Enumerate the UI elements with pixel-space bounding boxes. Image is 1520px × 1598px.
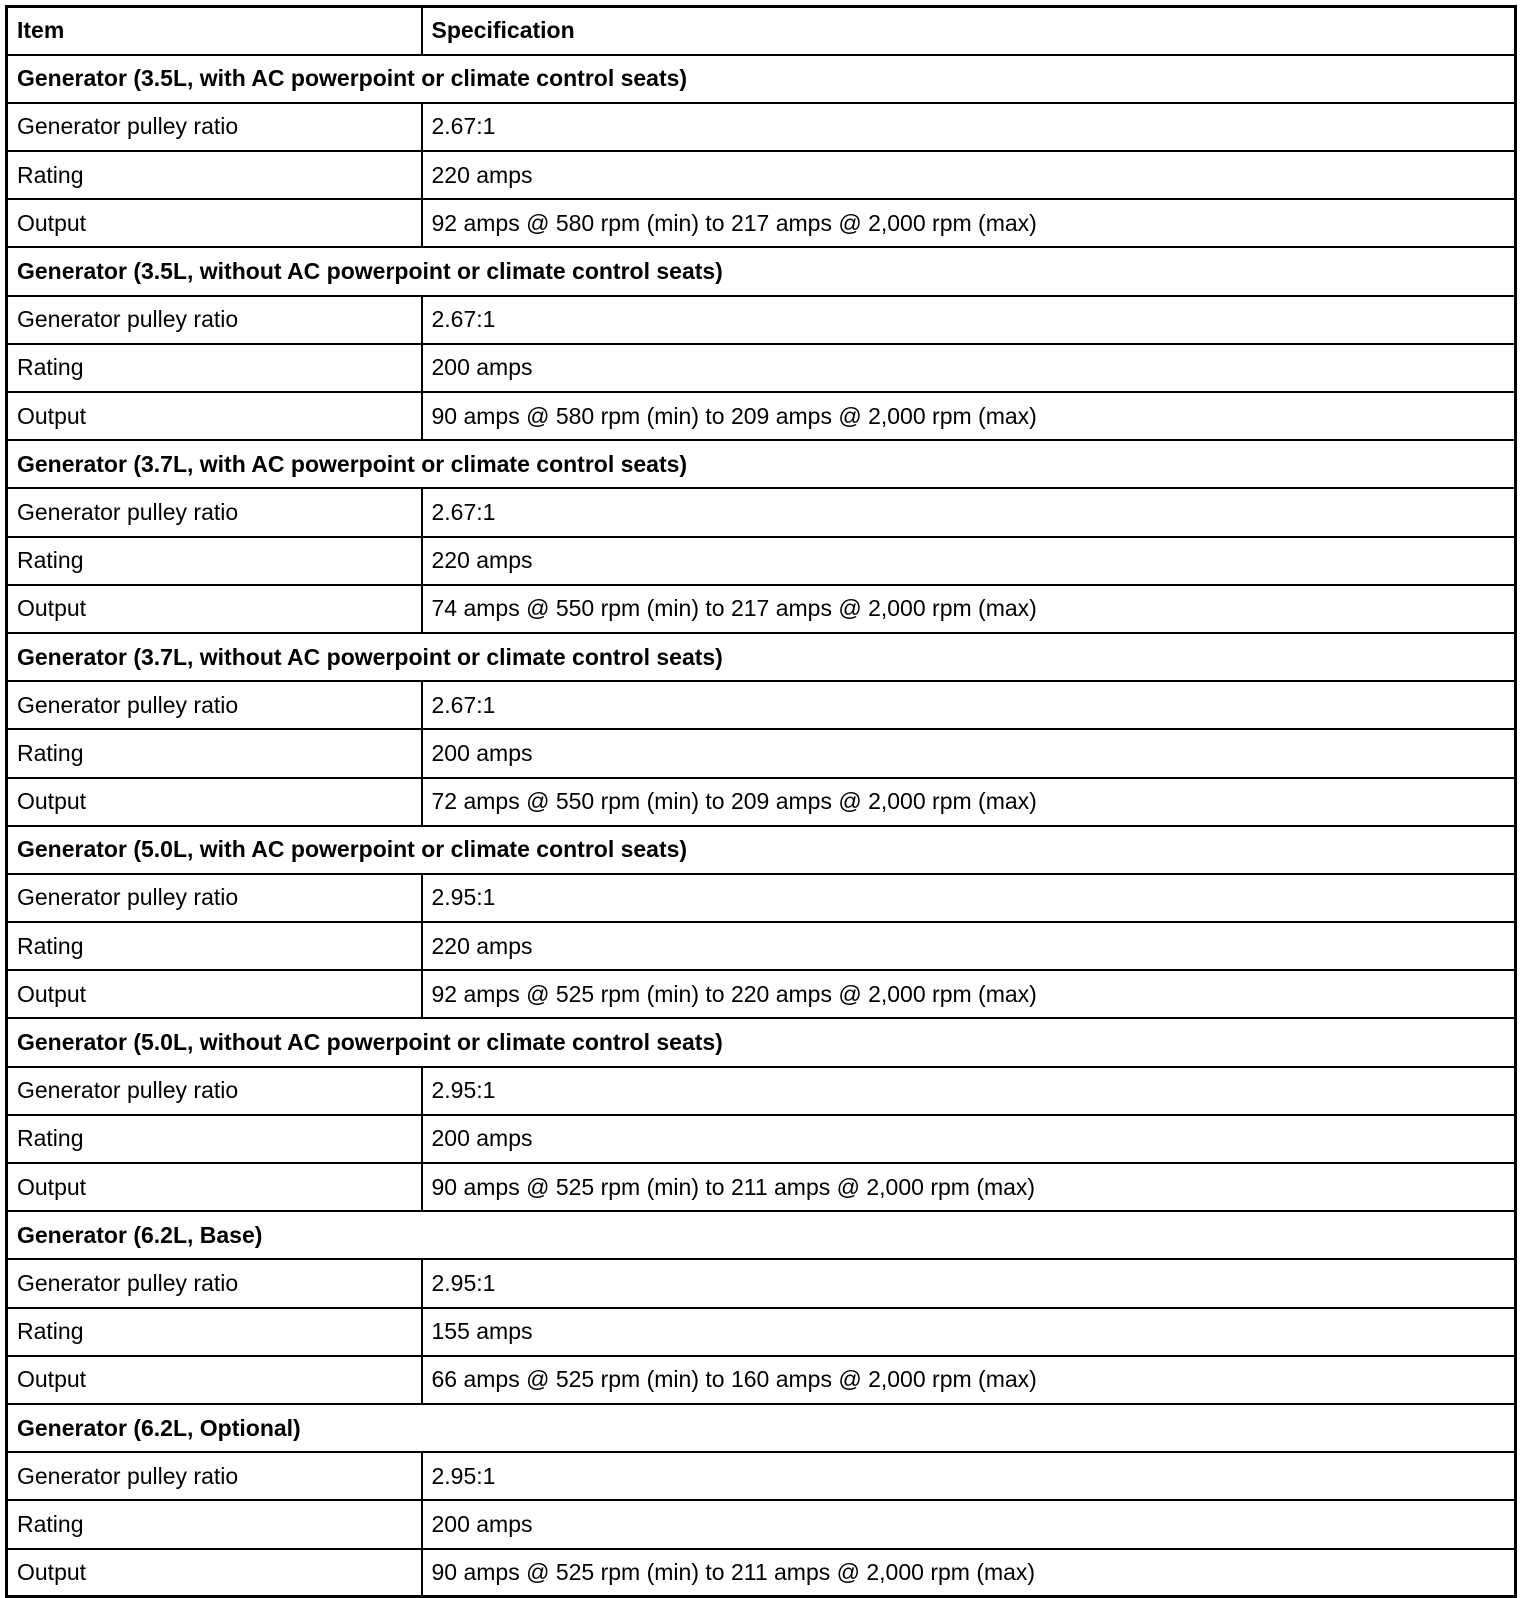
table-row xyxy=(7,1308,1516,1356)
spec-cell: 90 amps @ 525 rpm (min) to 211 amps @ 2,000 rpm (max) xyxy=(422,1163,1516,1211)
table-header-row xyxy=(7,7,1516,55)
item-cell: Generator pulley ratio xyxy=(7,103,422,151)
item-cell: Rating xyxy=(7,1115,422,1163)
group-row xyxy=(7,247,1516,295)
group-title: Generator (5.0L, with AC powerpoint or climate control seats) xyxy=(7,826,1516,874)
item-cell: Output xyxy=(7,1356,422,1404)
item-cell: Output xyxy=(7,970,422,1018)
generator-spec-table xyxy=(5,5,1517,1598)
table-row xyxy=(7,1259,1516,1307)
table-row xyxy=(7,1452,1516,1500)
table-row xyxy=(7,488,1516,536)
group-row xyxy=(7,1018,1516,1066)
item-cell: Rating xyxy=(7,1308,422,1356)
table-row xyxy=(7,1549,1516,1597)
header-specification: Specification xyxy=(422,7,1516,55)
item-cell: Generator pulley ratio xyxy=(7,1259,422,1307)
table-row xyxy=(7,344,1516,392)
spec-cell: 200 amps xyxy=(422,1500,1516,1548)
item-cell: Output xyxy=(7,1549,422,1597)
table-row xyxy=(7,151,1516,199)
item-cell: Rating xyxy=(7,344,422,392)
table-row xyxy=(7,585,1516,633)
group-row xyxy=(7,440,1516,488)
item-cell: Rating xyxy=(7,922,422,970)
item-cell: Output xyxy=(7,1163,422,1211)
group-title: Generator (3.7L, with AC powerpoint or climate control seats) xyxy=(7,440,1516,488)
spec-cell: 200 amps xyxy=(422,1115,1516,1163)
table-row xyxy=(7,1500,1516,1548)
item-cell: Rating xyxy=(7,151,422,199)
group-row xyxy=(7,633,1516,681)
item-cell: Output xyxy=(7,778,422,826)
spec-cell: 155 amps xyxy=(422,1308,1516,1356)
group-title: Generator (3.5L, with AC powerpoint or climate control seats) xyxy=(7,55,1516,103)
spec-cell: 92 amps @ 580 rpm (min) to 217 amps @ 2,000 rpm (max) xyxy=(422,199,1516,247)
spec-cell: 2.67:1 xyxy=(422,681,1516,729)
item-cell: Rating xyxy=(7,1500,422,1548)
group-row xyxy=(7,55,1516,103)
item-cell: Rating xyxy=(7,537,422,585)
spec-cell: 72 amps @ 550 rpm (min) to 209 amps @ 2,000 rpm (max) xyxy=(422,778,1516,826)
spec-cell: 220 amps xyxy=(422,151,1516,199)
spec-cell: 2.95:1 xyxy=(422,1452,1516,1500)
table-row xyxy=(7,1115,1516,1163)
group-title: Generator (6.2L, Optional) xyxy=(7,1404,1516,1452)
spec-cell: 2.95:1 xyxy=(422,1067,1516,1115)
spec-cell: 200 amps xyxy=(422,729,1516,777)
table-row xyxy=(7,1356,1516,1404)
item-cell: Generator pulley ratio xyxy=(7,1452,422,1500)
group-title: Generator (6.2L, Base) xyxy=(7,1211,1516,1259)
table-row xyxy=(7,199,1516,247)
table-row xyxy=(7,392,1516,440)
spec-cell: 2.67:1 xyxy=(422,296,1516,344)
item-cell: Generator pulley ratio xyxy=(7,681,422,729)
item-cell: Generator pulley ratio xyxy=(7,1067,422,1115)
spec-cell: 66 amps @ 525 rpm (min) to 160 amps @ 2,000 rpm (max) xyxy=(422,1356,1516,1404)
spec-cell: 92 amps @ 525 rpm (min) to 220 amps @ 2,000 rpm (max) xyxy=(422,970,1516,1018)
spec-cell: 90 amps @ 580 rpm (min) to 209 amps @ 2,000 rpm (max) xyxy=(422,392,1516,440)
table-row xyxy=(7,537,1516,585)
group-title: Generator (5.0L, without AC powerpoint or climate control seats) xyxy=(7,1018,1516,1066)
table-row xyxy=(7,778,1516,826)
group-row xyxy=(7,826,1516,874)
group-row xyxy=(7,1404,1516,1452)
item-cell: Output xyxy=(7,392,422,440)
table-row xyxy=(7,970,1516,1018)
spec-cell: 74 amps @ 550 rpm (min) to 217 amps @ 2,000 rpm (max) xyxy=(422,585,1516,633)
spec-cell: 2.67:1 xyxy=(422,103,1516,151)
table-row xyxy=(7,1067,1516,1115)
spec-cell: 2.95:1 xyxy=(422,874,1516,922)
spec-cell: 220 amps xyxy=(422,922,1516,970)
item-cell: Rating xyxy=(7,729,422,777)
spec-cell: 90 amps @ 525 rpm (min) to 211 amps @ 2,000 rpm (max) xyxy=(422,1549,1516,1597)
spec-cell: 200 amps xyxy=(422,344,1516,392)
table-row xyxy=(7,103,1516,151)
table-row xyxy=(7,1163,1516,1211)
table-row xyxy=(7,922,1516,970)
spec-cell: 2.95:1 xyxy=(422,1259,1516,1307)
item-cell: Generator pulley ratio xyxy=(7,296,422,344)
group-row xyxy=(7,1211,1516,1259)
spec-cell: 220 amps xyxy=(422,537,1516,585)
header-item: Item xyxy=(7,7,422,55)
item-cell: Output xyxy=(7,585,422,633)
spec-cell: 2.67:1 xyxy=(422,488,1516,536)
item-cell: Generator pulley ratio xyxy=(7,488,422,536)
table-body xyxy=(7,55,1516,1597)
group-title: Generator (3.7L, without AC powerpoint or climate control seats) xyxy=(7,633,1516,681)
table-row xyxy=(7,681,1516,729)
item-cell: Output xyxy=(7,199,422,247)
group-title: Generator (3.5L, without AC powerpoint or climate control seats) xyxy=(7,247,1516,295)
table-row xyxy=(7,874,1516,922)
table-row xyxy=(7,729,1516,777)
item-cell: Generator pulley ratio xyxy=(7,874,422,922)
table-row xyxy=(7,296,1516,344)
